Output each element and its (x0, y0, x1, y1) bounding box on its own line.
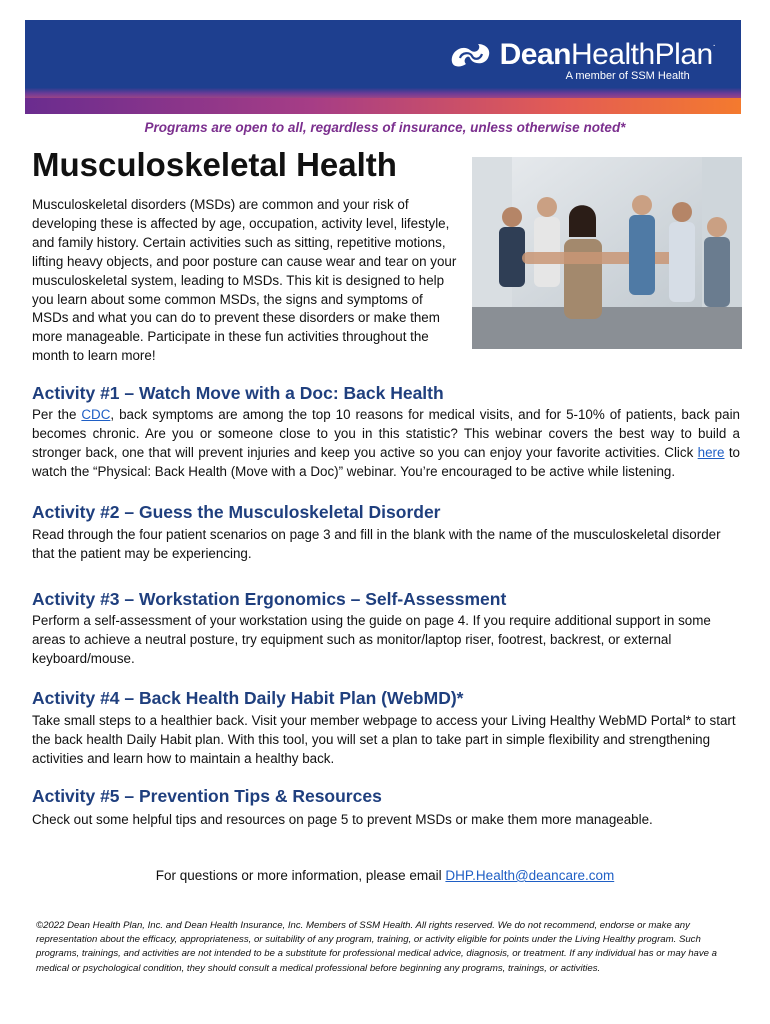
activity-2-heading: Activity #2 – Guess the Musculoskeletal Disorder (32, 502, 441, 522)
logo-wordmark: DeanHealthPlan. (499, 38, 715, 71)
webinar-here-link[interactable]: here (697, 445, 725, 460)
activity-4-text: Take small steps to a healthier back. Visit your member webpage to access your Living Healthy WebMD Portal* to start the back health Daily Habit plan. With this tool, you will set a plan to take part in simple flexibility and strengthening activities and learn how to maintain a healthy back. (32, 713, 736, 766)
activity-1-heading: Activity #1 – Watch Move with a Doc: Back Health (32, 383, 444, 403)
header-gradient-stripe (25, 98, 741, 114)
intro-paragraph: Musculoskeletal disorders (MSDs) are common and your risk of developing these is affected by age, occupation, activity level, lifestyle, and family history. Certain activities such as sitting, repetitive motions, lifting heavy objects, and poor posture can cause wear and tear on your musculoskeletal system, leading to MSDs. This kit is designed to help you learn about some common MSDs, the signs and symptoms of MSDs and what you can do to prevent these disorders or make them more manageable. Participate in these fun activities throughout the month to learn more! (32, 197, 457, 364)
activity-1-text: Per the CDC, back symptoms are among the top 10 reasons for medical visits, and for 5-10% of patients, back pain becomes chronic. Are you or someone close to you in this statistic? This webinar covers the best way to build a stronger back, one that will prevent injuries and keep you active so you can enjoy your favorite activities. Click here to watch the “Physical: Back Health (Move with a Doc)” webinar. You’re encouraged to be active while listening. (32, 407, 740, 479)
dean-swirl-icon (448, 40, 494, 70)
dean-health-plan-logo[interactable] (448, 38, 715, 82)
page-title: Musculoskeletal Health (32, 146, 397, 183)
activity-3-text: Perform a self-assessment of your workstation using the guide on page 4. If you require additional support in some areas to achieve a neutral posture, try equipment such as monitor/laptop riser, footrest, backrest, or external keyboard/mouse. (32, 613, 711, 666)
cdc-link[interactable]: CDC (81, 407, 111, 422)
activity-2-text: Read through the four patient scenarios on page 3 and fill in the blank with the name of the musculoskeletal disorder that the patient may be experiencing. (32, 527, 721, 561)
tagline: Programs are open to all, regardless of insurance, unless otherwise noted* (144, 120, 626, 135)
legal-disclaimer: ©2022 Dean Health Plan, Inc. and Dean Health Insurance, Inc. Members of SSM Health. All rights reserved. We do not recommend, endorse or make any representation about the efficacy, appropriateness, or suitability of any program, training, or activity eligible for points under the Living Healthy program. Such programs, trainings, and activities are not intended to be a substitute for professional medical advice, diagnosis, or treatment. If any individual has or may have a medical or psychological condition, they should consult a medical professional before beginning any programs, trainings, or activities. (36, 920, 717, 974)
activity-3-heading: Activity #3 – Workstation Ergonomics – Self-Assessment (32, 589, 507, 609)
activity-5-text: Check out some helpful tips and resources on page 5 to prevent MSDs or make them more manageable. (32, 812, 653, 827)
contact-line: For questions or more information, please email DHP.Health@deancare.com (155, 868, 615, 883)
group-stretching-photo (472, 157, 742, 349)
logo-subtitle: A member of SSM Health (565, 70, 690, 82)
contact-email-link[interactable]: DHP.Health@deancare.com (445, 868, 615, 883)
activity-5-heading: Activity #5 – Prevention Tips & Resources (32, 786, 382, 806)
activity-4-heading: Activity #4 – Back Health Daily Habit Plan (WebMD)* (32, 688, 464, 708)
header-banner (25, 20, 741, 114)
